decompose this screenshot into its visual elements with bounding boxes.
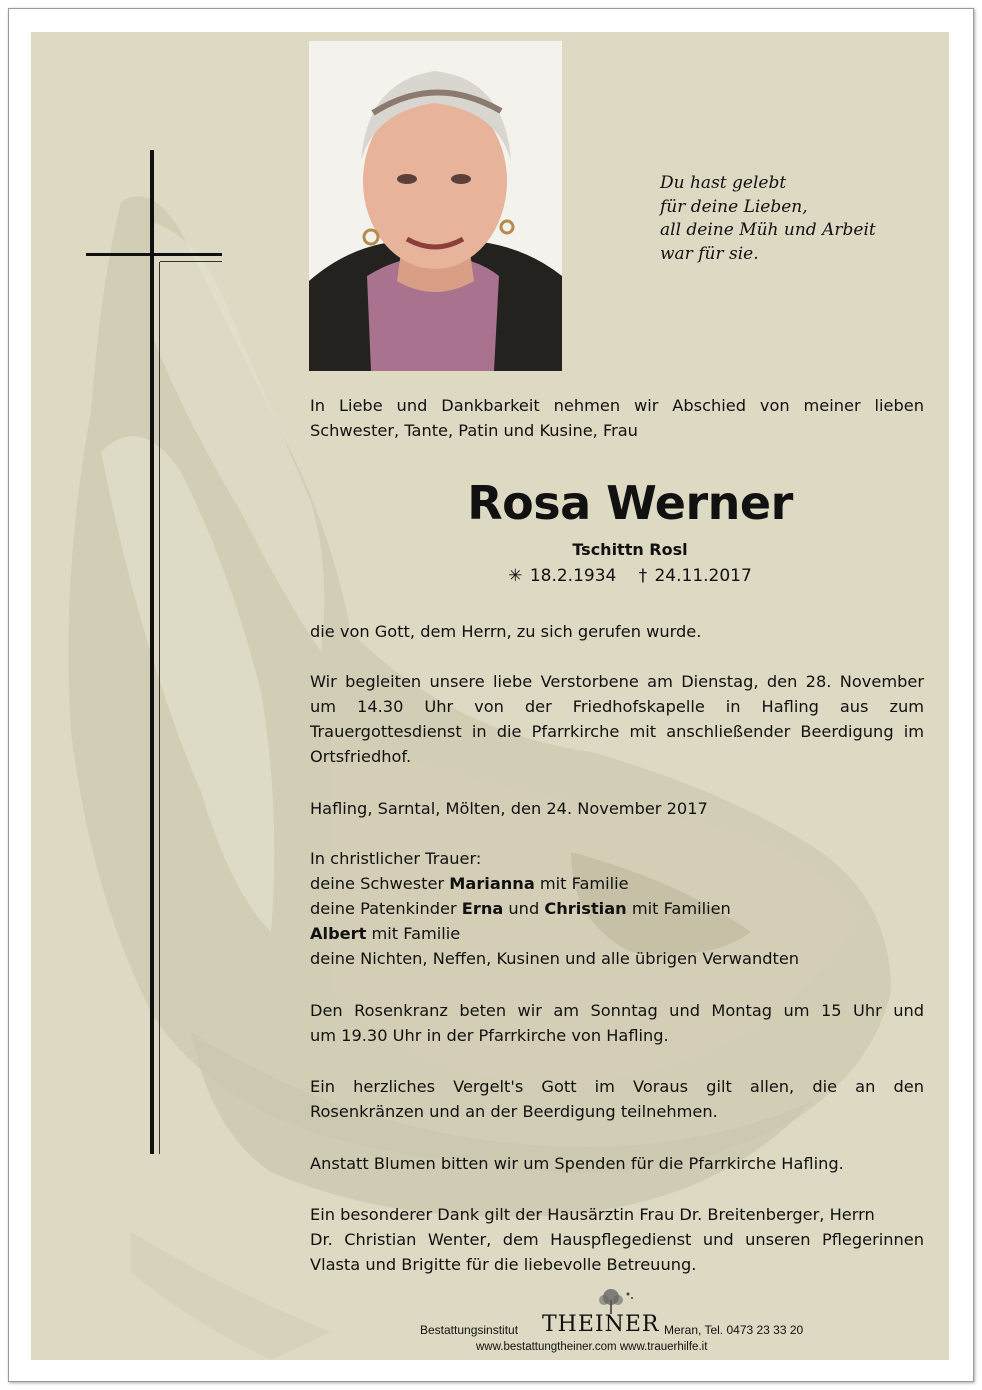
special-line: Dr. Christian Wenter, dem Hauspflegedienst und unseren Pflegerinnen	[310, 1230, 924, 1249]
funeral-line: um 14.30 Uhr von der Friedhofskapelle in Hafling aus zum	[310, 697, 924, 716]
flowers-text	[310, 1151, 924, 1176]
cross-vertical-shadow	[159, 262, 160, 1154]
mourners-list	[310, 846, 924, 971]
mourner-line	[310, 871, 924, 896]
mourner-text: deine Schwester	[310, 874, 450, 893]
mourner-text: deine Patenkinder	[310, 899, 462, 918]
mourners-heading: In christlicher Trauer:	[310, 849, 482, 868]
mourner-text: mit Familie	[366, 924, 461, 943]
tree-logo-icon	[586, 1288, 636, 1314]
footer-phone: Meran, Tel. 0473 23 33 20	[664, 1323, 804, 1337]
special-line: Ein besonderer Dank gilt der Hausärztin Frau Dr. Breitenberger, Herrn	[310, 1205, 875, 1224]
rosary-text	[310, 998, 924, 1048]
nickname: Tschittn Rosl	[572, 540, 688, 559]
mourner-name: Erna	[461, 899, 504, 918]
funeral-text	[310, 669, 924, 769]
place-date-line: Hafling, Sarntal, Mölten, den 24. November 2017	[310, 799, 708, 818]
mourner-text: und	[503, 899, 545, 918]
mourner-name: Marianna	[449, 874, 535, 893]
institute-label: Bestattungsinstitut	[420, 1323, 519, 1337]
rosary-line: um 19.30 Uhr in der Pfarrkirche von Hafling.	[310, 1026, 669, 1045]
death-date: † 24.11.2017	[638, 566, 752, 586]
quote-line: für deine Lieben,	[660, 196, 808, 217]
thanks-line: Ein herzliches Vergelt's Gott im Voraus gilt allen, die an den	[310, 1077, 924, 1096]
portrait-photo	[309, 41, 562, 371]
intro-line: In Liebe und Dankbarkeit nehmen wir Abschied von meiner lieben	[310, 396, 924, 415]
quote-line: all deine Müh und Arbeit	[660, 220, 876, 240]
cross-horizontal-bar	[86, 253, 222, 256]
cross-vertical-bar	[150, 150, 154, 1154]
special-line: Vlasta und Brigitte für die liebevolle Betreuung.	[310, 1255, 697, 1274]
mourner-line	[310, 921, 924, 946]
intro-text	[310, 393, 924, 443]
funeral-home-logo: THEINER	[542, 1312, 660, 1337]
called-text	[310, 619, 924, 644]
mourner-name: Christian	[544, 899, 627, 918]
quote-verse	[660, 172, 900, 266]
thanks-line: Rosenkränzen und an der Beerdigung teilnehmen.	[310, 1102, 718, 1121]
mourner-name: Albert	[310, 924, 367, 943]
quote-line: Du hast gelebt	[660, 173, 787, 193]
mourner-text: mit Familien	[626, 899, 731, 918]
intro-line: Schwester, Tante, Patin und Kusine, Frau	[310, 421, 638, 440]
flowers-line: Anstatt Blumen bitten wir um Spenden für die Pfarrkirche Hafling.	[310, 1154, 844, 1173]
mourner-line: deine Nichten, Neffen, Kusinen und alle übrigen Verwandten	[310, 949, 800, 968]
special-thanks-text	[310, 1202, 924, 1277]
cross-horizontal-shadow	[160, 261, 222, 262]
thanks-text	[310, 1074, 924, 1124]
funeral-line: Wir begleiten unsere liebe Verstorbene am Dienstag, den 28. November	[310, 672, 924, 691]
life-dates	[310, 566, 950, 586]
rosary-line: Den Rosenkranz beten wir am Sonntag und Montag um 15 Uhr und	[310, 1001, 924, 1020]
mourner-line	[310, 896, 924, 921]
place-date-text	[310, 796, 924, 821]
footer-websites[interactable]: www.bestattungtheiner.com www.trauerhilfe.it	[476, 1341, 708, 1353]
mourner-text: mit Familie	[534, 874, 629, 893]
called-line: die von Gott, dem Herrn, zu sich gerufen wurde.	[310, 622, 702, 641]
funeral-line: Trauergottesdienst in die Pfarrkirche mit anschließender Beerdigung im	[310, 722, 924, 741]
quote-line: war für sie.	[660, 243, 759, 264]
funeral-line: Ortsfriedhof.	[310, 747, 412, 766]
deceased-name: Rosa Werner	[467, 476, 793, 530]
birth-date: ✳ 18.2.1934	[508, 566, 617, 586]
